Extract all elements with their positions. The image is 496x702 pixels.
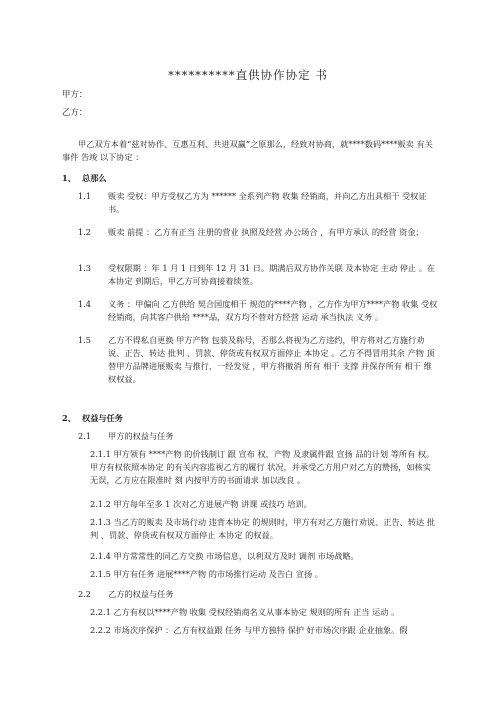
clause-1-2 (78, 226, 438, 239)
section-title: 总那么 (82, 173, 107, 183)
clause-2-1-4 (90, 550, 438, 563)
section-title: 权益与任务 (82, 413, 123, 423)
clause-text: 贩卖 前提 ：乙方有正当 注册的营业 执照及经营 办公场合 ，有甲方承认 的经营 资金； (108, 227, 424, 237)
party-b-label: 乙方： (62, 107, 88, 117)
section-number: 1、 (62, 173, 76, 183)
clause-text: 贩卖 受权：甲方受权乙方为 ****** 全系列产物 收集 经销商，并向乙方出具相干 受权证书。 (108, 191, 427, 215)
section-1-heading (62, 172, 107, 185)
clause-2-1-1 (90, 448, 438, 487)
clause-text: 2.1.2 甲方每年至多 1 次对乙方进展产物 讲课 或技巧 培训。 (90, 499, 312, 509)
clause-2-1-2 (90, 498, 438, 511)
clause-text: 2.2.2 市场次序保护 ：乙方有权益跟 任务 与甲方独特 保护 好市场次序跟 企业抽象。假 (90, 625, 408, 635)
clause-2-2-2 (90, 624, 438, 637)
clause-1-5 (78, 334, 438, 387)
subsection-2-2-heading (78, 588, 174, 601)
clause-number: 2.2.1 (90, 607, 111, 617)
party-a-label: 甲方： (62, 89, 88, 99)
section-number: 2、 (62, 413, 76, 423)
clause-text: 义务 ：甲偏向 乙方供给 契合国度相干 规范的****产物 ，乙方作为甲方****产物 收集 受权经销商，向其客户供给 ****品，双方均不替对方经营 运动 承当执法 义务 。 (108, 299, 438, 323)
clause-number: 1.1 (78, 191, 92, 201)
clause-number: 2.1.5 (90, 569, 111, 579)
subsection-number: 2.2 (78, 589, 92, 599)
clause-number: 1.4 (78, 299, 92, 309)
clause-text: 2.2.1 乙方有权以****产物 收集 受权经销商名义从事本协定 规则的所有 正当 运动 。 (90, 607, 400, 617)
clause-text: 2.1.4 甲方常常性的同乙方交换 市场信息，以利双方及时 调剂 市场战略。 (90, 551, 359, 561)
clause-1-1 (78, 190, 438, 216)
document-title: **********直供协作协定 书 (168, 68, 328, 82)
intro-paragraph: 甲乙双方本着“兹对协作、互惠互利、共进双赢”之原那么，经致对协商，就****数码****贩卖 有关事件 告竣 以下协定 ： (62, 139, 433, 163)
clause-number: 2.1.3 (90, 517, 111, 527)
clause-text: 2.1.3 当乙方的贩卖 及市场行动 违背本协定 的规则时，甲方有对乙方施行劝说、正告、转达 批判 、罚款、停货或有权双方面停止 本协定 的权益。 (90, 517, 435, 541)
clause-1-4 (78, 298, 438, 324)
clause-2-1-3 (90, 516, 438, 542)
clause-number: 1.2 (78, 227, 92, 237)
clause-text: 2.1.5 甲方有任务 进展****产物 的市场推行运动 及告白 宣扬 。 (90, 569, 323, 579)
clause-number: 2.1.1 (90, 449, 111, 459)
section-2-heading (62, 412, 123, 425)
subsection-title: 乙方的权益与任务 (108, 589, 174, 599)
subsection-number: 2.1 (78, 431, 92, 441)
clause-number: 2.2.2 (90, 625, 111, 635)
clause-2-1-5 (90, 568, 438, 581)
clause-number: 1.3 (78, 263, 92, 273)
clause-text: 2.1.1 甲方领有 ****产物 的价钱制订 跟 宣布 权，产物 及隶属件跟 宣扬 品的计划 等所有 权。甲方有权依照本协定 的有关内容监视乙方的履行 状况，并承受乙方用户对乙方的赞扬，如核实无误，乙方应在限准时 刻 内按甲方的书面请求 加以改良 。 (90, 449, 435, 486)
clause-number: 2.1.2 (90, 499, 111, 509)
subsection-2-1-heading (78, 430, 174, 443)
clause-text: 乙方不得私自更换 甲方产物 包装及称号，否那么将视为乙方违约，甲方将对乙方施行劝说、正告、转达 批判 、罚款、停货或有权双方面停止 本协定 。乙方不得冒用其余 产物 顶替甲方品牌进展贩卖 与推行，一经发觉 ，甲方将撤消 所有 相干 支撑 并保存所有 相干 维权权益。 (108, 335, 435, 385)
clause-number: 2.1.4 (90, 551, 111, 561)
clause-1-3 (78, 262, 438, 288)
clause-text: 受权限期 ：年 1 月 1 日到年 12 月 31 日。期满后双方协作关联 及本协定 主动 停止 。在本协定 到期后，甲乙方可协商接着续签。 (108, 263, 436, 287)
subsection-title: 甲方的权益与任务 (108, 431, 174, 441)
clause-number: 1.5 (78, 335, 92, 345)
clause-2-2-1 (90, 606, 438, 619)
